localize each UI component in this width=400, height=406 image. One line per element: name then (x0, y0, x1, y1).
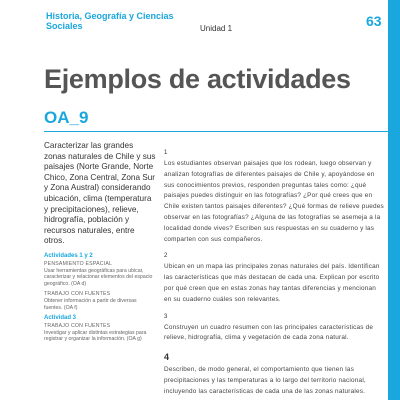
skill-text: Obtener información a partir de diversas fuentes. (OA f) (44, 297, 137, 311)
objective-code: OA_9 (44, 108, 89, 127)
subject-header: Historia, Geografía y Ciencias Sociales (46, 11, 174, 31)
skill-title: TRABAJO CON FUENTES (44, 291, 111, 298)
objective-text: Caracterizar las grandes zonas naturales de Chile y sus paisajes (Norte Grande, Norte Chico, Zona Central, Zona Sur y Zona Austral) considerando ubicación, clima (temperatura y precipitaciones), relieve, hidrografía, población y recursos naturales, entre otros. (44, 141, 156, 246)
section-divider (44, 131, 388, 132)
activity-text: Ubican en un mapa las principales zonas naturales del país. Identifican las características que más destacan de cada una. Explican por escrito por qué creen que en estas zonas hay tantas diferencias y mencionan en su cuaderno cuáles son relevantes. (164, 263, 380, 303)
page-edge-bar (388, 0, 400, 400)
activities-heading: Actividad 3 (44, 315, 77, 322)
activity-text: Construyen un cuadro resumen con las principales características de relieve, hidrografía, clima y vegetación de cada zona natural. (164, 323, 374, 342)
skill-title: PENSAMIENTO ESPACIAL (44, 260, 113, 267)
page-number: 63 (366, 13, 382, 29)
skill-item (44, 261, 156, 287)
activity-number: 2 (164, 253, 168, 260)
skill-text: Usar herramientas geográficas para ubicar, caracterizar y relacionar elementos del espacio geográfico. (OA d) (44, 267, 153, 287)
activities-heading: Actividades 1 y 2 (44, 252, 93, 259)
skill-item (44, 323, 156, 343)
skill-text: Investigar y aplicar distintas estrategias para registrar y organizar la información. (OA g) (44, 329, 147, 343)
activity-text: Describen, de modo general, el comportamiento que tienen las precipitaciones y las temperaturas a lo largo del territorio nacional, incluyendo las características de cada una de las zonas naturales. (164, 366, 366, 395)
activity-text: Los estudiantes observan paisajes que los rodean, luego observan y analizan fotografías de diferentes paisajes de Chile y, apoyándose en sus conocimientos previos, responden preguntas tales como: ¿qué paisajes puedes distinguir en las fotografías? ¿Por qué crees que en Chile existen tantos paisajes diferentes? ¿Qué formas de relieve puedes observar en las fotografías? ¿Alguna de las fotografías se asemeja a la localidad donde vives? Escriben sus respuestas en su cuaderno y las comparten con sus compañeros. (164, 160, 384, 243)
activity-item (164, 253, 384, 305)
page-title: Ejemplos de actividades (44, 64, 351, 94)
objective-column (44, 141, 156, 347)
activities-column (164, 150, 384, 406)
skill-item (44, 291, 156, 311)
activity-number: 4 (164, 352, 170, 363)
activity-number: 1 (164, 150, 168, 156)
activity-number: 3 (164, 313, 168, 320)
activity-item (164, 314, 384, 345)
skills-group (44, 315, 156, 343)
skill-title: TRABAJO CON FUENTES (44, 323, 111, 330)
activity-item (164, 352, 384, 397)
unit-label: Unidad 1 (200, 24, 233, 33)
activity-item (164, 150, 384, 245)
skills-group (44, 253, 156, 311)
